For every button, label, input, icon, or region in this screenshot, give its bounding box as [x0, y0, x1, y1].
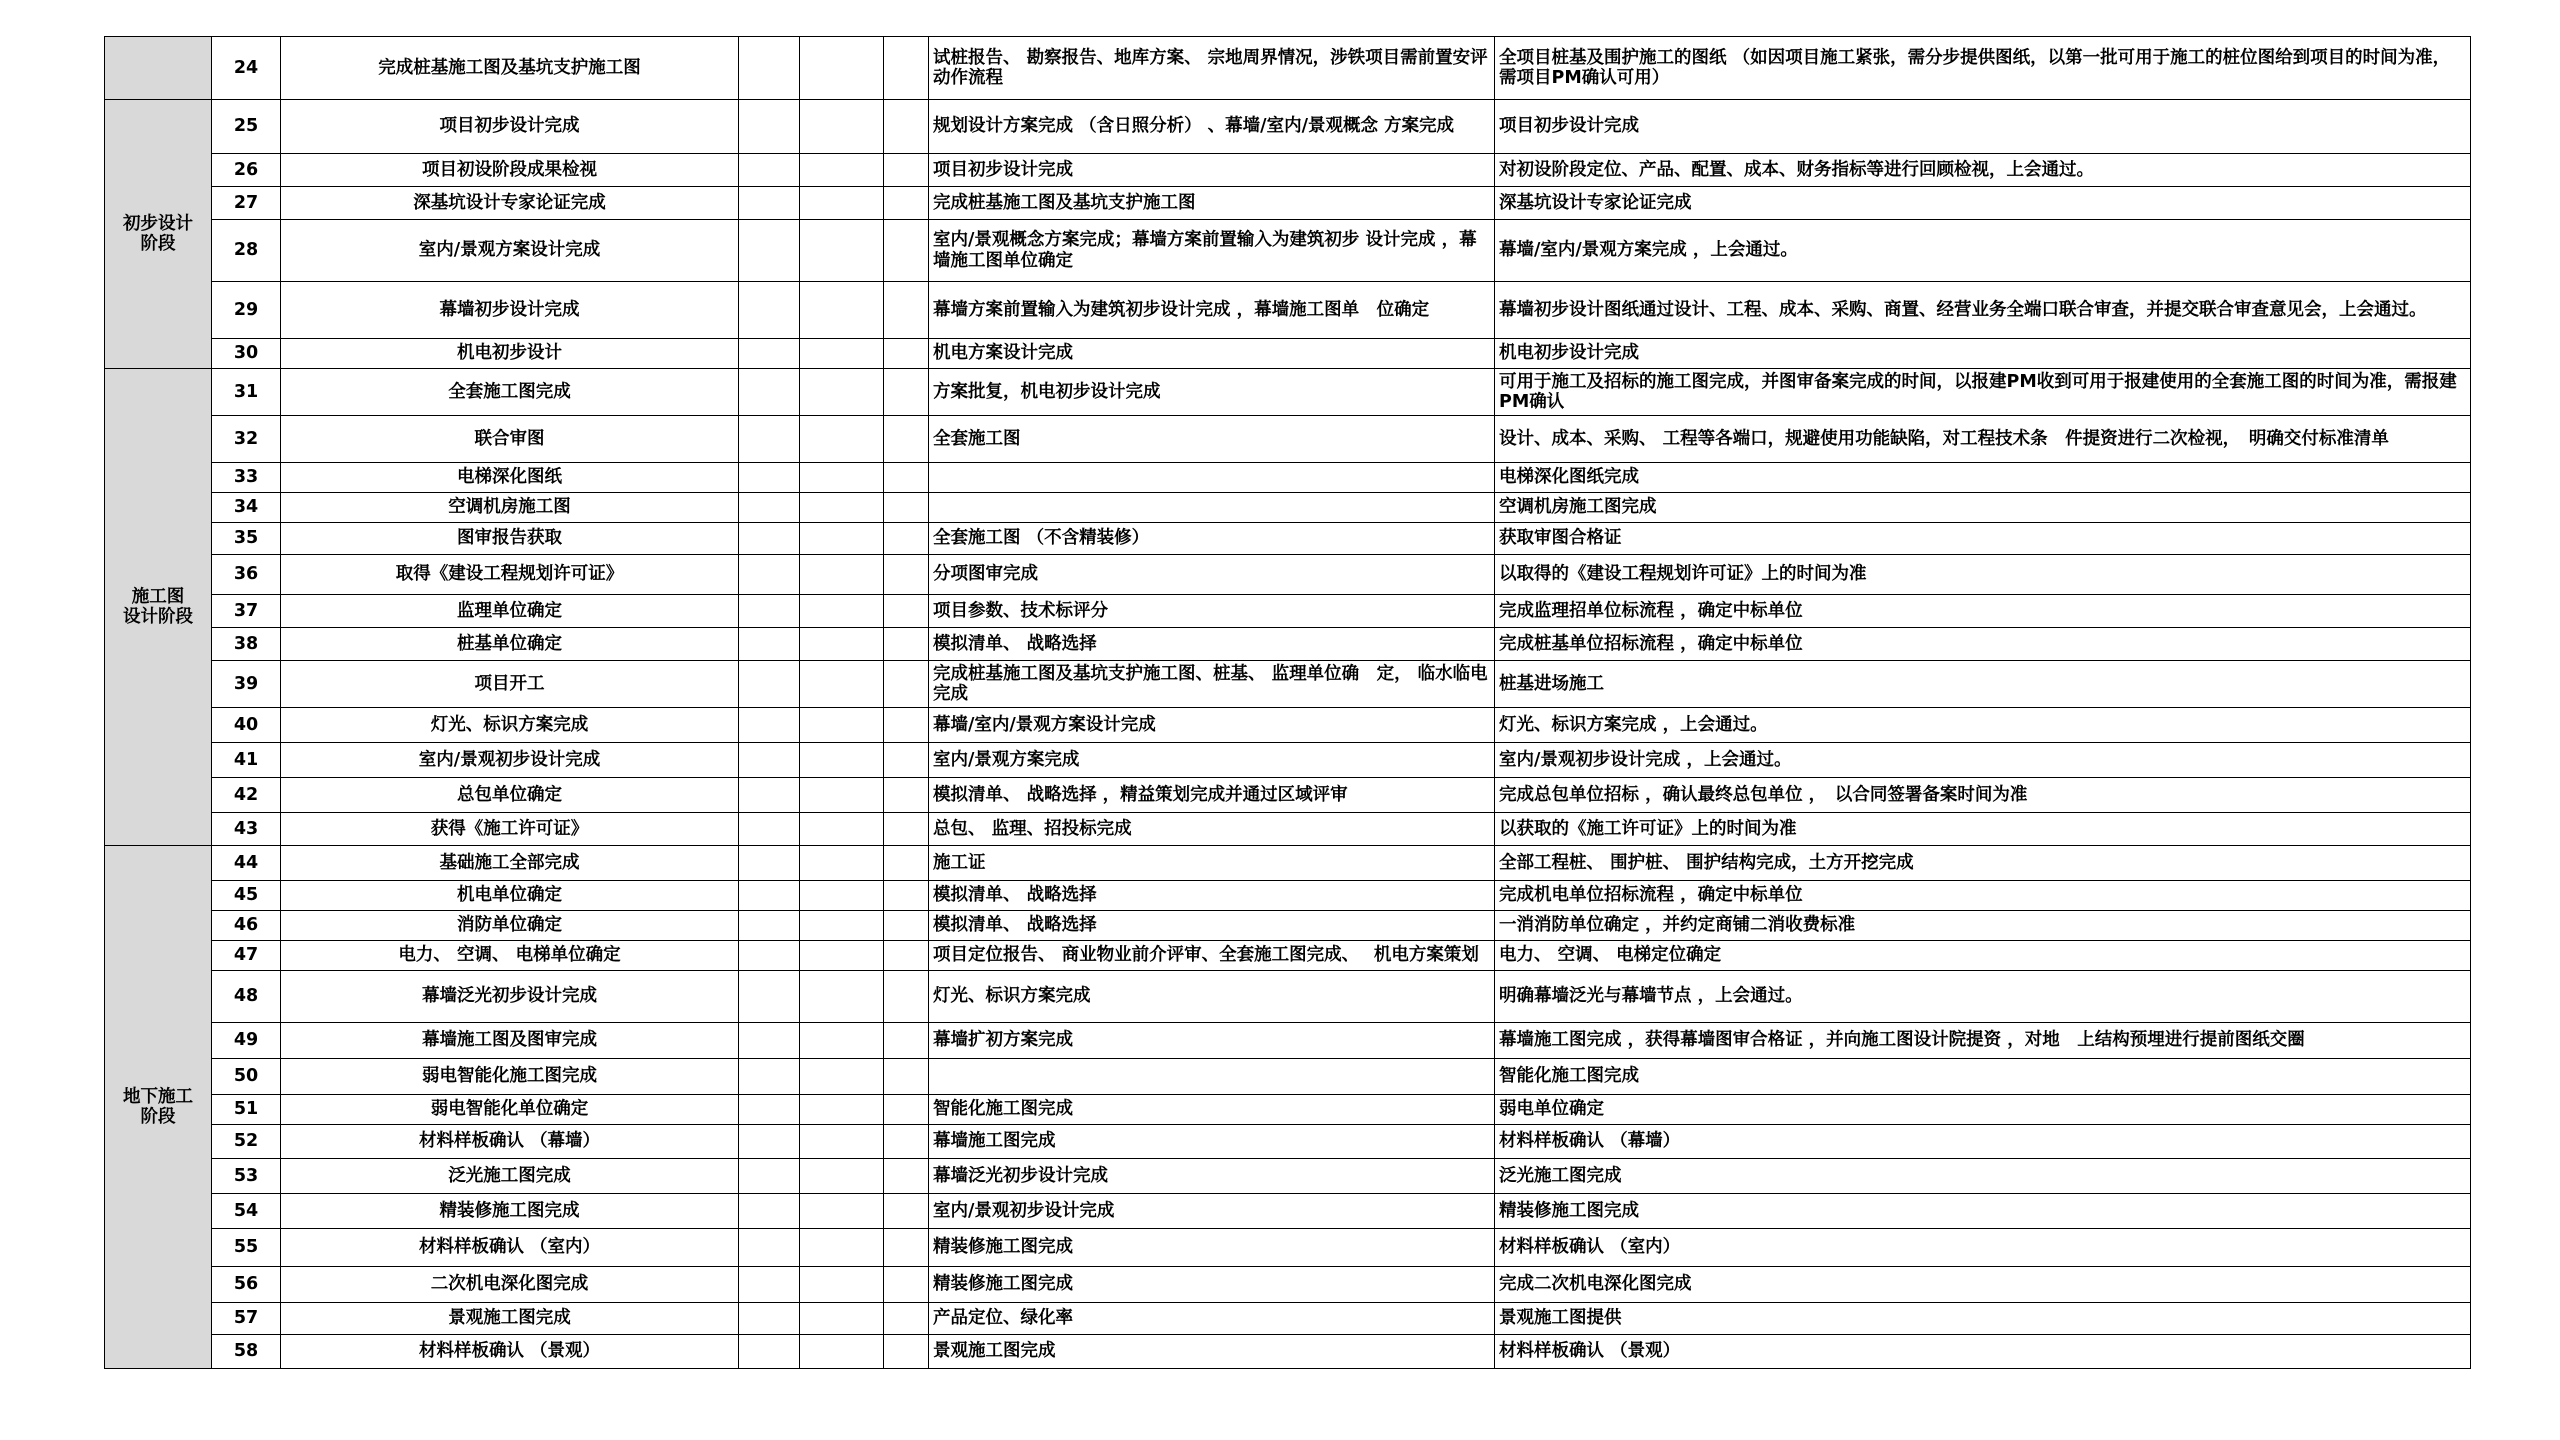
prerequisite-cell: 项目初步设计完成: [929, 154, 1495, 187]
completion-standard-cell: 材料样板确认 （室内）: [1495, 1229, 2471, 1267]
phase-label: [105, 37, 212, 100]
row-number-cell: 50: [212, 1059, 281, 1095]
node-name-cell: 弱电智能化施工图完成: [281, 1059, 739, 1095]
row-number-cell: 24: [212, 37, 281, 100]
node-name-cell: 幕墙初步设计完成: [281, 282, 739, 339]
table-row: [105, 708, 2471, 743]
empty-cell: [739, 1159, 800, 1194]
row-number-cell: 49: [212, 1023, 281, 1059]
empty-cell: [800, 881, 884, 911]
table-row: [105, 1194, 2471, 1229]
empty-cell: [884, 778, 929, 813]
empty-cell: [800, 220, 884, 282]
empty-cell: [884, 813, 929, 846]
empty-cell: [739, 1229, 800, 1267]
empty-cell: [800, 911, 884, 941]
empty-cell: [800, 154, 884, 187]
prerequisite-cell: 灯光、标识方案完成: [929, 971, 1495, 1023]
completion-standard-cell: 机电初步设计完成: [1495, 339, 2471, 369]
table-row: [105, 416, 2471, 463]
table-row: [105, 971, 2471, 1023]
prerequisite-cell: 模拟清单、 战略选择: [929, 628, 1495, 661]
empty-cell: [739, 778, 800, 813]
completion-standard-cell: 室内/景观初步设计完成 ，上会通过。: [1495, 743, 2471, 778]
empty-cell: [739, 971, 800, 1023]
row-number-cell: 32: [212, 416, 281, 463]
row-number-cell: 42: [212, 778, 281, 813]
completion-standard-cell: 幕墙/室内/景观方案完成 ，上会通过。: [1495, 220, 2471, 282]
empty-cell: [800, 339, 884, 369]
prerequisite-cell: [929, 463, 1495, 493]
completion-standard-cell: 材料样板确认 （景观）: [1495, 1335, 2471, 1369]
empty-cell: [739, 595, 800, 628]
empty-cell: [800, 846, 884, 881]
empty-cell: [739, 187, 800, 220]
completion-standard-cell: 全项目桩基及围护施工的图纸 （如因项目施工紧张，需分步提供图纸，以第一批可用于施工的桩位图给到项目的时间为准，需项目PM确认可用）: [1495, 37, 2471, 100]
prerequisite-cell: 项目参数、技术标评分: [929, 595, 1495, 628]
empty-cell: [739, 628, 800, 661]
empty-cell: [739, 1125, 800, 1159]
prerequisite-cell: 完成桩基施工图及基坑支护施工图: [929, 187, 1495, 220]
node-name-cell: 项目开工: [281, 661, 739, 708]
empty-cell: [739, 1023, 800, 1059]
prerequisite-cell: [929, 493, 1495, 523]
prerequisite-cell: [929, 1059, 1495, 1095]
node-name-cell: 取得《建设工程规划许可证》: [281, 555, 739, 595]
prerequisite-cell: 室内/景观方案完成: [929, 743, 1495, 778]
empty-cell: [884, 708, 929, 743]
node-name-cell: 二次机电深化图完成: [281, 1267, 739, 1303]
completion-standard-cell: 全部工程桩、 围护桩、 围护结构完成，土方开挖完成: [1495, 846, 2471, 881]
completion-standard-cell: 电力、 空调、 电梯定位确定: [1495, 941, 2471, 971]
empty-cell: [739, 743, 800, 778]
completion-standard-cell: 弱电单位确定: [1495, 1095, 2471, 1125]
empty-cell: [884, 187, 929, 220]
empty-cell: [739, 154, 800, 187]
node-name-cell: 幕墙泛光初步设计完成: [281, 971, 739, 1023]
table-row: [105, 941, 2471, 971]
empty-cell: [884, 555, 929, 595]
row-number-cell: 26: [212, 154, 281, 187]
empty-cell: [884, 282, 929, 339]
empty-cell: [800, 523, 884, 555]
table-row: [105, 187, 2471, 220]
node-name-cell: 完成桩基施工图及基坑支护施工图: [281, 37, 739, 100]
node-name-cell: 监理单位确定: [281, 595, 739, 628]
completion-standard-cell: 获取审图合格证: [1495, 523, 2471, 555]
empty-cell: [884, 416, 929, 463]
empty-cell: [800, 282, 884, 339]
prerequisite-cell: 全套施工图 （不含精装修）: [929, 523, 1495, 555]
prerequisite-cell: 总包、 监理、招投标完成: [929, 813, 1495, 846]
table-row: [105, 369, 2471, 416]
empty-cell: [739, 1267, 800, 1303]
empty-cell: [884, 595, 929, 628]
row-number-cell: 40: [212, 708, 281, 743]
empty-cell: [800, 813, 884, 846]
node-name-cell: 项目初步设计完成: [281, 100, 739, 154]
prerequisite-cell: 幕墙施工图完成: [929, 1125, 1495, 1159]
empty-cell: [739, 282, 800, 339]
schedule-body: [105, 37, 2471, 1369]
table-row: [105, 846, 2471, 881]
empty-cell: [884, 941, 929, 971]
empty-cell: [800, 708, 884, 743]
node-name-cell: 联合审图: [281, 416, 739, 463]
completion-standard-cell: 景观施工图提供: [1495, 1303, 2471, 1335]
node-name-cell: 全套施工图完成: [281, 369, 739, 416]
prerequisite-cell: 产品定位、绿化率: [929, 1303, 1495, 1335]
empty-cell: [800, 1125, 884, 1159]
completion-standard-cell: 以取得的《建设工程规划许可证》上的时间为准: [1495, 555, 2471, 595]
empty-cell: [884, 493, 929, 523]
node-name-cell: 室内/景观初步设计完成: [281, 743, 739, 778]
table-row: [105, 555, 2471, 595]
completion-standard-cell: 完成桩基单位招标流程 ，确定中标单位: [1495, 628, 2471, 661]
completion-standard-cell: 完成二次机电深化图完成: [1495, 1267, 2471, 1303]
empty-cell: [739, 661, 800, 708]
empty-cell: [884, 369, 929, 416]
empty-cell: [884, 1335, 929, 1369]
node-name-cell: 材料样板确认 （景观）: [281, 1335, 739, 1369]
completion-standard-cell: 空调机房施工图完成: [1495, 493, 2471, 523]
completion-standard-cell: 对初设阶段定位、产品、配置、成本、财务指标等进行回顾检视，上会通过。: [1495, 154, 2471, 187]
completion-standard-cell: 可用于施工及招标的施工图完成，并图审备案完成的时间，以报建PM收到可用于报建使用的全套施工图的时间为准，需报建PM确认: [1495, 369, 2471, 416]
row-number-cell: 48: [212, 971, 281, 1023]
table-row: [105, 493, 2471, 523]
node-name-cell: 电力、 空调、 电梯单位确定: [281, 941, 739, 971]
empty-cell: [739, 220, 800, 282]
prerequisite-cell: 模拟清单、 战略选择: [929, 881, 1495, 911]
node-name-cell: 机电单位确定: [281, 881, 739, 911]
empty-cell: [884, 911, 929, 941]
empty-cell: [800, 1059, 884, 1095]
prerequisite-cell: 施工证: [929, 846, 1495, 881]
empty-cell: [800, 493, 884, 523]
prerequisite-cell: 全套施工图: [929, 416, 1495, 463]
empty-cell: [800, 595, 884, 628]
empty-cell: [884, 1303, 929, 1335]
prerequisite-cell: 模拟清单、 战略选择 ，精益策划完成并通过区域评审: [929, 778, 1495, 813]
table-row: [105, 463, 2471, 493]
empty-cell: [884, 1267, 929, 1303]
phase-label: 初步设计 阶段: [105, 100, 212, 369]
empty-cell: [800, 941, 884, 971]
empty-cell: [884, 1059, 929, 1095]
table-row: [105, 778, 2471, 813]
node-name-cell: 消防单位确定: [281, 911, 739, 941]
table-row: [105, 881, 2471, 911]
empty-cell: [800, 555, 884, 595]
empty-cell: [739, 708, 800, 743]
empty-cell: [739, 339, 800, 369]
row-number-cell: 31: [212, 369, 281, 416]
node-name-cell: 泛光施工图完成: [281, 1159, 739, 1194]
completion-standard-cell: 明确幕墙泛光与幕墙节点 ，上会通过。: [1495, 971, 2471, 1023]
node-name-cell: 灯光、标识方案完成: [281, 708, 739, 743]
empty-cell: [884, 37, 929, 100]
row-number-cell: 56: [212, 1267, 281, 1303]
node-name-cell: 空调机房施工图: [281, 493, 739, 523]
row-number-cell: 27: [212, 187, 281, 220]
empty-cell: [800, 187, 884, 220]
empty-cell: [739, 100, 800, 154]
row-number-cell: 30: [212, 339, 281, 369]
table-row: [105, 911, 2471, 941]
empty-cell: [884, 154, 929, 187]
empty-cell: [884, 1159, 929, 1194]
table-row: [105, 1229, 2471, 1267]
empty-cell: [800, 463, 884, 493]
empty-cell: [884, 661, 929, 708]
empty-cell: [800, 778, 884, 813]
completion-standard-cell: 灯光、标识方案完成 ，上会通过。: [1495, 708, 2471, 743]
prerequisite-cell: 室内/景观概念方案完成；幕墙方案前置输入为建筑初步 设计完成 ，幕墙施工图单位确定: [929, 220, 1495, 282]
table-row: [105, 339, 2471, 369]
completion-standard-cell: 设计、成本、采购、 工程等各端口，规避使用功能缺陷，对工程技术条 件提资进行二次检视， 明确交付标准清单: [1495, 416, 2471, 463]
node-name-cell: 电梯深化图纸: [281, 463, 739, 493]
table-row: [105, 37, 2471, 100]
row-number-cell: 54: [212, 1194, 281, 1229]
node-name-cell: 基础施工全部完成: [281, 846, 739, 881]
node-name-cell: 桩基单位确定: [281, 628, 739, 661]
completion-standard-cell: 幕墙初步设计图纸通过设计、工程、成本、采购、商置、经营业务全端口联合审查，并提交联合审查意见会，上会通过。: [1495, 282, 2471, 339]
table-row: [105, 661, 2471, 708]
row-number-cell: 57: [212, 1303, 281, 1335]
empty-cell: [800, 1267, 884, 1303]
table-row: [105, 1095, 2471, 1125]
row-number-cell: 47: [212, 941, 281, 971]
node-name-cell: 景观施工图完成: [281, 1303, 739, 1335]
row-number-cell: 34: [212, 493, 281, 523]
row-number-cell: 39: [212, 661, 281, 708]
empty-cell: [800, 100, 884, 154]
table-row: [105, 100, 2471, 154]
empty-cell: [884, 1194, 929, 1229]
empty-cell: [739, 523, 800, 555]
empty-cell: [884, 1023, 929, 1059]
table-row: [105, 743, 2471, 778]
prerequisite-cell: 规划设计方案完成 （含日照分析） 、幕墙/室内/景观概念 方案完成: [929, 100, 1495, 154]
row-number-cell: 52: [212, 1125, 281, 1159]
empty-cell: [884, 743, 929, 778]
prerequisite-cell: 智能化施工图完成: [929, 1095, 1495, 1125]
row-number-cell: 58: [212, 1335, 281, 1369]
empty-cell: [739, 1059, 800, 1095]
table-row: [105, 813, 2471, 846]
node-name-cell: 总包单位确定: [281, 778, 739, 813]
completion-standard-cell: 材料样板确认 （幕墙）: [1495, 1125, 2471, 1159]
completion-standard-cell: 智能化施工图完成: [1495, 1059, 2471, 1095]
table-row: [105, 1159, 2471, 1194]
empty-cell: [800, 1095, 884, 1125]
table-row: [105, 1125, 2471, 1159]
completion-standard-cell: 深基坑设计专家论证完成: [1495, 187, 2471, 220]
table-row: [105, 523, 2471, 555]
empty-cell: [800, 1023, 884, 1059]
node-name-cell: 幕墙施工图及图审完成: [281, 1023, 739, 1059]
completion-standard-cell: 项目初步设计完成: [1495, 100, 2471, 154]
empty-cell: [884, 463, 929, 493]
node-name-cell: 材料样板确认 （幕墙）: [281, 1125, 739, 1159]
completion-standard-cell: 幕墙施工图完成 ，获得幕墙图审合格证 ，并向施工图设计院提资 ，对地 上结构预埋进行提前图纸交圈: [1495, 1023, 2471, 1059]
empty-cell: [800, 1194, 884, 1229]
empty-cell: [739, 37, 800, 100]
empty-cell: [739, 1335, 800, 1369]
completion-standard-cell: 桩基进场施工: [1495, 661, 2471, 708]
node-name-cell: 深基坑设计专家论证完成: [281, 187, 739, 220]
node-name-cell: 图审报告获取: [281, 523, 739, 555]
row-number-cell: 46: [212, 911, 281, 941]
prerequisite-cell: 幕墙泛光初步设计完成: [929, 1159, 1495, 1194]
phase-label: 施工图 设计阶段: [105, 369, 212, 846]
table-row: [105, 282, 2471, 339]
completion-standard-cell: 泛光施工图完成: [1495, 1159, 2471, 1194]
empty-cell: [800, 1229, 884, 1267]
empty-cell: [884, 881, 929, 911]
completion-standard-cell: 精装修施工图完成: [1495, 1194, 2471, 1229]
empty-cell: [739, 416, 800, 463]
empty-cell: [739, 1303, 800, 1335]
prerequisite-cell: 幕墙方案前置输入为建筑初步设计完成 ，幕墙施工图单 位确定: [929, 282, 1495, 339]
empty-cell: [739, 463, 800, 493]
empty-cell: [884, 1125, 929, 1159]
prerequisite-cell: 项目定位报告、 商业物业前介评审、全套施工图完成、 机电方案策划: [929, 941, 1495, 971]
completion-standard-cell: 以获取的《施工许可证》上的时间为准: [1495, 813, 2471, 846]
node-name-cell: 机电初步设计: [281, 339, 739, 369]
empty-cell: [884, 220, 929, 282]
empty-cell: [739, 813, 800, 846]
empty-cell: [884, 628, 929, 661]
node-name-cell: 精装修施工图完成: [281, 1194, 739, 1229]
empty-cell: [800, 1335, 884, 1369]
prerequisite-cell: 精装修施工图完成: [929, 1267, 1495, 1303]
table-row: [105, 595, 2471, 628]
empty-cell: [884, 1229, 929, 1267]
row-number-cell: 45: [212, 881, 281, 911]
empty-cell: [800, 37, 884, 100]
table-row: [105, 220, 2471, 282]
prerequisite-cell: 模拟清单、 战略选择: [929, 911, 1495, 941]
empty-cell: [800, 416, 884, 463]
row-number-cell: 33: [212, 463, 281, 493]
prerequisite-cell: 方案批复，机电初步设计完成: [929, 369, 1495, 416]
row-number-cell: 25: [212, 100, 281, 154]
table-row: [105, 628, 2471, 661]
empty-cell: [884, 100, 929, 154]
empty-cell: [739, 493, 800, 523]
row-number-cell: 36: [212, 555, 281, 595]
empty-cell: [800, 628, 884, 661]
prerequisite-cell: 室内/景观初步设计完成: [929, 1194, 1495, 1229]
empty-cell: [800, 661, 884, 708]
schedule-table: [104, 36, 2471, 1369]
table-row: [105, 1059, 2471, 1095]
empty-cell: [800, 743, 884, 778]
row-number-cell: 29: [212, 282, 281, 339]
row-number-cell: 38: [212, 628, 281, 661]
node-name-cell: 项目初设阶段成果检视: [281, 154, 739, 187]
prerequisite-cell: 景观施工图完成: [929, 1335, 1495, 1369]
node-name-cell: 材料样板确认 （室内）: [281, 1229, 739, 1267]
node-name-cell: 获得《施工许可证》: [281, 813, 739, 846]
empty-cell: [739, 881, 800, 911]
empty-cell: [739, 911, 800, 941]
phase-label: 地下施工 阶段: [105, 846, 212, 1369]
row-number-cell: 35: [212, 523, 281, 555]
prerequisite-cell: 机电方案设计完成: [929, 339, 1495, 369]
row-number-cell: 44: [212, 846, 281, 881]
node-name-cell: 室内/景观方案设计完成: [281, 220, 739, 282]
empty-cell: [884, 846, 929, 881]
table-row: [105, 1303, 2471, 1335]
node-name-cell: 弱电智能化单位确定: [281, 1095, 739, 1125]
empty-cell: [884, 523, 929, 555]
completion-standard-cell: 一消消防单位确定 ，并约定商铺二消收费标准: [1495, 911, 2471, 941]
empty-cell: [739, 846, 800, 881]
prerequisite-cell: 幕墙扩初方案完成: [929, 1023, 1495, 1059]
table-row: [105, 154, 2471, 187]
empty-cell: [884, 339, 929, 369]
table-row: [105, 1267, 2471, 1303]
prerequisite-cell: 精装修施工图完成: [929, 1229, 1495, 1267]
empty-cell: [739, 1194, 800, 1229]
row-number-cell: 28: [212, 220, 281, 282]
row-number-cell: 55: [212, 1229, 281, 1267]
row-number-cell: 53: [212, 1159, 281, 1194]
empty-cell: [739, 555, 800, 595]
empty-cell: [800, 369, 884, 416]
empty-cell: [884, 1095, 929, 1125]
row-number-cell: 43: [212, 813, 281, 846]
prerequisite-cell: 分项图审完成: [929, 555, 1495, 595]
empty-cell: [739, 369, 800, 416]
empty-cell: [800, 971, 884, 1023]
row-number-cell: 37: [212, 595, 281, 628]
completion-standard-cell: 电梯深化图纸完成: [1495, 463, 2471, 493]
row-number-cell: 41: [212, 743, 281, 778]
empty-cell: [739, 1095, 800, 1125]
table-row: [105, 1023, 2471, 1059]
prerequisite-cell: 完成桩基施工图及基坑支护施工图、桩基、 监理单位确 定， 临水临电完成: [929, 661, 1495, 708]
prerequisite-cell: 试桩报告、 勘察报告、地库方案、 宗地周界情况，涉铁项目需前置安评动作流程: [929, 37, 1495, 100]
empty-cell: [739, 941, 800, 971]
empty-cell: [884, 971, 929, 1023]
completion-standard-cell: 完成机电单位招标流程 ，确定中标单位: [1495, 881, 2471, 911]
prerequisite-cell: 幕墙/室内/景观方案设计完成: [929, 708, 1495, 743]
empty-cell: [800, 1159, 884, 1194]
row-number-cell: 51: [212, 1095, 281, 1125]
empty-cell: [800, 1303, 884, 1335]
completion-standard-cell: 完成监理招单位标流程 ，确定中标单位: [1495, 595, 2471, 628]
completion-standard-cell: 完成总包单位招标 ，确认最终总包单位 ， 以合同签署备案时间为准: [1495, 778, 2471, 813]
table-row: [105, 1335, 2471, 1369]
